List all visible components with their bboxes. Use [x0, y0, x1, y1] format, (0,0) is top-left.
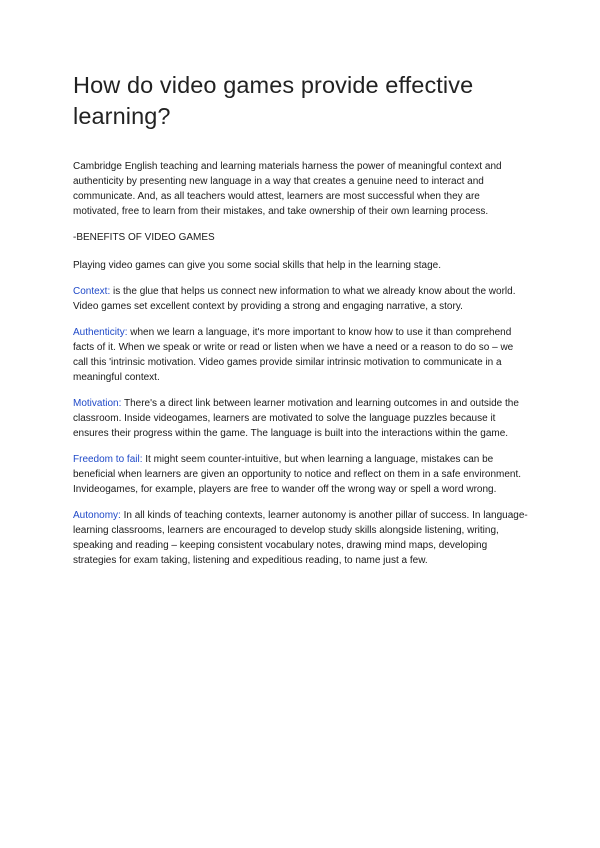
benefit-text: There's a direct link between learner motivation and learning outcomes in and outside the classroom. Inside videogames, learners are motivated to solve the language puzzles because it ensures their progress within the game. The language is built into the interactions within the game. — [73, 398, 519, 439]
benefit-context — [73, 284, 528, 314]
intro-paragraph: Cambridge English teaching and learning materials harness the power of meaningful context and authenticity by presenting new language in a way that creates a genuine need to interact and communicate. And, as all teachers would attest, learners are most successful when they are motivated, free to learn from their mistakes, and take ownership of their own learning process. — [73, 161, 502, 217]
benefit-term: Authenticity: — [73, 327, 128, 338]
document-body — [73, 159, 528, 568]
benefit-motivation — [73, 396, 528, 441]
benefit-freedom-to-fail — [73, 452, 528, 497]
benefit-autonomy — [73, 508, 528, 568]
benefit-term: Autonomy: — [73, 510, 121, 521]
benefit-text: In all kinds of teaching contexts, learner autonomy is another pillar of success. In language-learning classrooms, learners are encouraged to develop study skills alongside listening, writing, speaking and reading – keeping consistent vocabulary notes, drawing mind maps, developing strategies for exam taking, listening and expeditious reading, to name just a few. — [73, 510, 528, 566]
benefit-authenticity — [73, 325, 528, 385]
section-heading: -BENEFITS OF VIDEO GAMES — [73, 232, 215, 243]
benefit-text: when we learn a language, it's more important to know how to use it than comprehend facts of it. When we speak or write or read or listen when we have a need or a reason to do so – we call this 'intrinsic motivation. Video games provide similar intrinsic motivation to communicate in a meaningful context. — [73, 327, 514, 383]
benefit-text: It might seem counter-intuitive, but when learning a language, mistakes can be beneficial when learners are given an opportunity to notice and reflect on them in a safe environment. Invideogames, for example, players are free to wander off the wrong way or spell a word wrong. — [73, 454, 522, 495]
page-title: How do video games provide effective learning? — [73, 72, 474, 129]
benefit-term: Freedom to fail: — [73, 454, 143, 465]
benefit-term: Context: — [73, 286, 111, 297]
benefit-term: Motivation: — [73, 398, 122, 409]
benefit-text: is the glue that helps us connect new information to what we already know about the world. Video games set excellent context by providing a strong and engaging narrative, a story. — [73, 286, 516, 312]
lead-paragraph: Playing video games can give you some social skills that help in the learning stage. — [73, 260, 441, 271]
